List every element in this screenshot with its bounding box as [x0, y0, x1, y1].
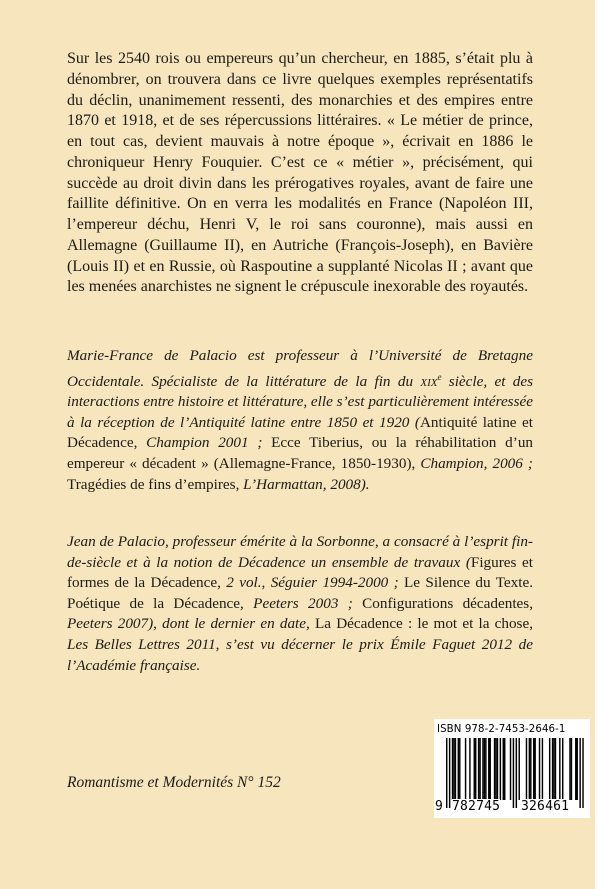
- publisher: Champion 2001 ;: [146, 434, 272, 452]
- author-bio-marie-france: [67, 346, 533, 495]
- publisher: Les Belles Lettres 2011, s’est vu décerner le prix Émile Faguet 2012 de l’Académie française.: [67, 635, 533, 674]
- publisher: Champion, 2006 ;: [420, 455, 533, 473]
- author-bio-jean: [67, 532, 533, 676]
- barcode-bar: [549, 738, 550, 800]
- barcode-bar: [469, 738, 470, 800]
- barcode-bar: [490, 738, 491, 800]
- barcode-bar: [579, 738, 580, 808]
- century-numeral: xix: [420, 372, 438, 390]
- barcode-bar: [455, 738, 456, 800]
- bio-text: Marie-France de Palacio est professeur à l’Université de Bretagne Occidentale. Spécialiste de la littérature de la fin du: [67, 347, 533, 390]
- barcode-bar: [503, 738, 504, 800]
- barcode-bar: [530, 738, 531, 800]
- barcode-bar: [552, 738, 553, 800]
- barcode-bar: [494, 738, 495, 800]
- barcode-bar: [582, 738, 583, 808]
- ean-digits: [434, 799, 590, 815]
- isbn-label: ISBN 978-2-7453-2646-1: [437, 724, 566, 735]
- barcode-bar: [479, 738, 480, 800]
- barcode-bar: [555, 738, 556, 800]
- book-title: La Décadence : le mot et la chose,: [315, 615, 533, 633]
- barcode-bar: [575, 738, 576, 800]
- barcode-bar: [569, 738, 570, 800]
- barcode-bar: [485, 738, 486, 800]
- barcode: [434, 719, 590, 818]
- barcode-bar: [539, 738, 540, 800]
- barcode-bar: [504, 738, 505, 800]
- book-title: Figures et formes de la Décadence,: [67, 553, 534, 592]
- barcode-bar: [488, 738, 489, 800]
- barcode-bar: [577, 738, 578, 800]
- barcode-bar: [510, 738, 511, 800]
- barcode-bar: [571, 738, 572, 800]
- barcode-bar: [465, 738, 466, 800]
- series-name: Romantisme et Modernités N° 152: [67, 774, 281, 791]
- barcode-bar: [553, 738, 554, 800]
- book-title: Antiquité latine et Décadence,: [67, 413, 533, 452]
- ean-left-group: 782745: [452, 799, 501, 814]
- barcode-bar: [513, 738, 514, 808]
- publisher: Peeters 2003 ;: [253, 594, 363, 612]
- barcode-bar: [526, 738, 527, 800]
- barcode-bar: [529, 738, 530, 800]
- barcode-bar: [500, 738, 501, 800]
- century-superscript: e: [437, 371, 442, 382]
- barcode-bar: [533, 738, 534, 800]
- barcode-bar: [453, 738, 454, 800]
- barcode-bar: [497, 738, 498, 800]
- ean-first-digit: 9: [435, 799, 443, 814]
- barcode-bar: [559, 738, 560, 800]
- barcode-bar: [478, 738, 479, 800]
- barcode-bar: [449, 738, 450, 808]
- barcode-bar: [446, 738, 447, 808]
- barcode-bar: [474, 738, 475, 800]
- barcode-bar: [459, 738, 460, 800]
- barcode-bar: [562, 738, 563, 800]
- publisher: 2 vol., Séguier 1994-2000 ;: [226, 574, 405, 592]
- barcode-bar: [484, 738, 485, 800]
- barcode-bar: [452, 738, 453, 800]
- barcode-bar: [482, 738, 483, 800]
- bio-text: siècle, et des interactions entre histoire et littérature, elle s’est particulièrement intéressée à la réception de l’Antiquité latine entre 1850 et 1920 (: [67, 372, 533, 431]
- publisher: Peeters 2007), dont le dernier en date,: [67, 615, 315, 633]
- barcode-bar: [519, 738, 520, 800]
- barcode-bar: [542, 738, 543, 800]
- book-title: Tragédies de fins d’empires,: [67, 475, 244, 493]
- barcode-bar: [516, 738, 517, 808]
- book-title: Configurations décadentes,: [362, 594, 534, 612]
- ean-right-group: 326461: [521, 799, 570, 814]
- book-title: Ecce Tiberius, ou la réhabilitation d’un empereur « décadent » (Allemagne-France, 1850-1930),: [67, 434, 534, 473]
- page-edge: [595, 0, 600, 889]
- barcode-bar: [475, 738, 476, 800]
- publisher: L’Harmattan, 2008).: [243, 475, 370, 493]
- book-title: Le Silence du Texte. Poétique de la Décadence,: [67, 574, 533, 612]
- barcode-bar: [534, 738, 535, 800]
- bio-text: Jean de Palacio, professeur émérite à la Sorbonne, a consacré à l’esprit fin-de-siècle et à la notion de Décadence un ensemble de travaux (: [67, 533, 533, 571]
- barcode-bar: [495, 738, 496, 800]
- back-cover-blurb: Sur les 2540 rois ou empereurs qu’un chercheur, en 1885, s’était plu à dénombrer, on trouvera dans ce livre quelques exemples représentatifs du déclin, unanimement ressenti, des monarchies et des empires entre 1870 et 1918, et de ses répercussions littéraires. « Le métier de prince, en tout cas, devient mauvais à notre époque », écrivait en 1886 le chroniqueur Henry Fouquier. C’est ce « métier », précisément, qui succède au droit divin dans les prérogatives royales, avant de faire une faillite définitive. On en verra les modalités en France (Napoléon III, l’empereur déchu, Henri V, le roi sans couronne), mais aussi en Allemagne (Guillaume II), en Autriche (François-Joseph), en Bavière (Louis II) et en Russie, où Raspoutine a supplanté Nicolas II ; avant que les menées anarchistes ne signent le crépuscule inexorable des royautés.: [67, 50, 533, 296]
- barcode-bar: [458, 738, 459, 800]
